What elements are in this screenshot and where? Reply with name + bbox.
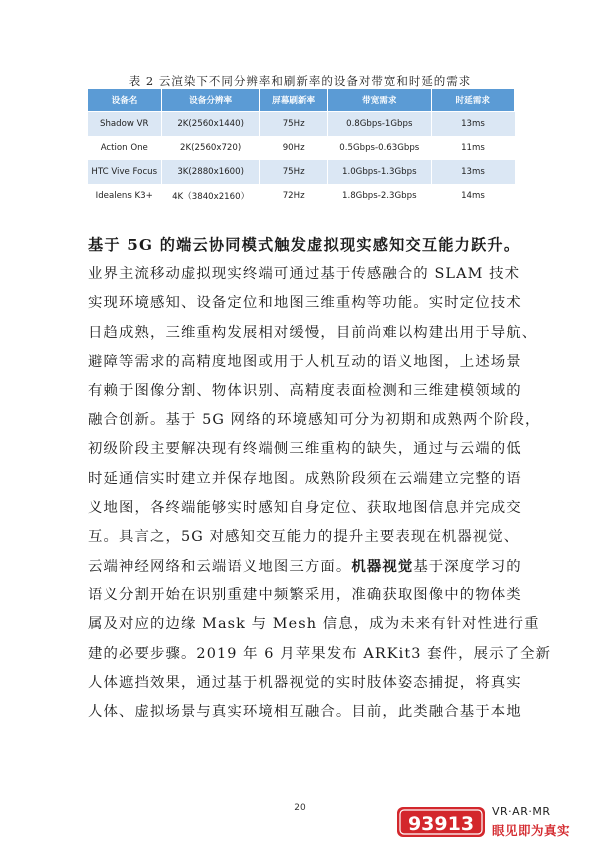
paragraph-line: 避障等需求的高精度地图或用于人机互动的语义地图，上述场景 xyxy=(88,353,522,370)
brand-watermark xyxy=(396,803,592,841)
cell-bandwidth: 0.5Gbps-0.63Gbps xyxy=(328,136,431,160)
page-number: 20 xyxy=(294,803,306,813)
table-row xyxy=(88,112,515,137)
section-heading: 基于 5G 的端云协同模式触发虚拟现实感知交互能力跃升。 xyxy=(88,236,521,254)
device-requirements-table xyxy=(87,88,515,208)
paragraph-line: 人体遮挡效果，通过基于机器视觉的实时肢体姿态捕捉，将真实 xyxy=(88,674,522,691)
bold-term-machine-vision: 机器视觉 xyxy=(351,558,414,576)
paragraph-line: 实现环境感知、设备定位和地图三维重构等功能。实时定位技术 xyxy=(88,295,522,312)
table-row xyxy=(88,160,515,184)
paragraph-line: 日趋成熟，三维重构发展相对缓慢，目前尚难以构建出用于导航、 xyxy=(88,324,538,341)
brand-logo-icon xyxy=(396,803,488,841)
paragraph-line: 人体、虚拟场景与真实环境相互融合。目前，此类融合基于本地 xyxy=(88,704,522,720)
paragraph-line: 义地图，各终端能够实时感知自身定位、获取地图信息并完成交 xyxy=(88,499,522,516)
table-row xyxy=(88,136,515,160)
cell-latency: 11ms xyxy=(431,136,515,160)
cell-resolution: 3K(2880x1600) xyxy=(162,160,260,184)
table-header-row xyxy=(88,89,515,112)
cell-resolution: 2K(2560x720) xyxy=(162,136,260,160)
header-refresh-rate: 屏幕刷新率 xyxy=(260,89,328,112)
line-text: 云端神经网络和云端语义地图三方面。 xyxy=(88,559,352,576)
cell-latency: 13ms xyxy=(431,160,515,184)
paragraph-line: 初级阶段主要解决现有终端侧三维重构的缺失，通过与云端的低 xyxy=(88,441,522,458)
table-row xyxy=(88,184,515,208)
brand-logo-text: 93913 xyxy=(407,813,475,835)
cell-resolution: 4K（3840x2160） xyxy=(162,184,260,208)
paragraph-line: 互。具言之，5G 对感知交互能力的提升主要表现在机器视觉、 xyxy=(88,528,520,545)
cell-refresh-rate: 75Hz xyxy=(260,160,328,184)
header-resolution: 设备分辨率 xyxy=(162,89,260,112)
cell-refresh-rate: 90Hz xyxy=(260,136,328,160)
cell-device-name: HTC Vive Focus xyxy=(88,160,162,184)
table-caption: 表 2 云渲染下不同分辨率和刷新率的设备对带宽和时延的需求 xyxy=(128,74,472,88)
brand-tagline: VR·AR·MR xyxy=(492,805,551,818)
paragraph-line: 建的必要步骤。2019 年 6 月苹果发布 ARKit3 套件，展示了全新 xyxy=(88,645,552,662)
header-latency: 时延需求 xyxy=(431,89,515,112)
cell-device-name: Action One xyxy=(88,136,162,160)
cell-device-name: Idealens K3+ xyxy=(88,184,162,208)
header-device-name: 设备名 xyxy=(88,89,162,112)
cell-bandwidth: 1.0Gbps-1.3Gbps xyxy=(328,160,431,184)
paragraph-line-mixed xyxy=(88,552,522,581)
cell-refresh-rate: 72Hz xyxy=(260,184,328,208)
cell-resolution: 2K(2560x1440) xyxy=(162,112,260,137)
cell-device-name: Shadow VR xyxy=(88,112,162,137)
paragraph-line: 时延通信实时建立并保存地图。成熟阶段须在云端建立完整的语 xyxy=(88,470,522,487)
cell-latency: 14ms xyxy=(431,184,515,208)
cell-latency: 13ms xyxy=(431,112,515,137)
line-text: 基于深度学习的 xyxy=(413,559,522,576)
cell-bandwidth: 1.8Gbps-2.3Gbps xyxy=(328,184,431,208)
body-text xyxy=(88,231,552,727)
paragraph-line: 有赖于图像分割、物体识别、高精度表面检测和三维建模领域的 xyxy=(88,382,522,399)
cell-refresh-rate: 75Hz xyxy=(260,112,328,137)
paragraph-line: 业界主流移动虚拟现实终端可通过基于传感融合的 SLAM 技术 xyxy=(88,266,521,283)
paragraph-line: 语义分割开始在识别重建中频繁采用，准确获取图像中的物体类 xyxy=(88,587,522,604)
cell-bandwidth: 0.8Gbps-1Gbps xyxy=(328,112,431,137)
paragraph-line: 融合创新。基于 5G 网络的环境感知可分为初期和成熟两个阶段， xyxy=(88,412,541,429)
brand-slogan: 眼见即为真实 xyxy=(492,823,571,838)
paragraph-line: 属及对应的边缘 Mask 与 Mesh 信息，成为未来有针对性进行重 xyxy=(88,616,540,633)
header-bandwidth: 带宽需求 xyxy=(328,89,431,112)
